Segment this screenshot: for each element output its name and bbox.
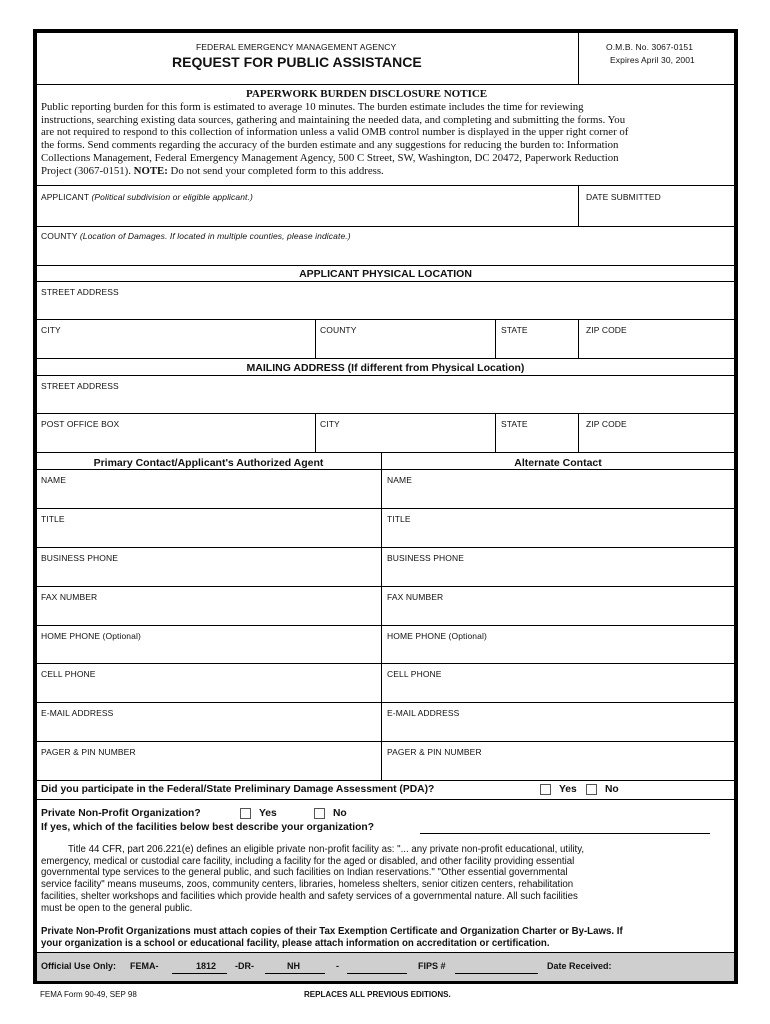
pda-no-checkbox[interactable] xyxy=(586,784,597,795)
primary-home-phone-label: HOME PHONE (Optional) xyxy=(41,631,141,641)
county-input[interactable] xyxy=(40,244,730,258)
primary-business-phone-label: BUSINESS PHONE xyxy=(41,553,118,563)
form-number: FEMA Form 90-49, SEP 98 xyxy=(40,990,137,999)
primary-contact-title: Primary Contact/Applicant's Authorized Agent xyxy=(93,457,324,469)
mailing-state-input[interactable] xyxy=(498,432,576,446)
alternate-business-phone-input[interactable] xyxy=(385,566,731,580)
alternate-pager-input[interactable] xyxy=(385,760,731,774)
fips-label: FIPS # xyxy=(418,961,446,971)
physical-state-label: STATE xyxy=(501,325,528,335)
primary-fax-input[interactable] xyxy=(40,605,377,619)
primary-name-input[interactable] xyxy=(40,488,377,502)
alternate-fax-input[interactable] xyxy=(385,605,731,619)
mailing-city-input[interactable] xyxy=(318,432,493,446)
alternate-name-label: NAME xyxy=(387,475,412,485)
expiration-date: Expires April 30, 2001 xyxy=(610,55,695,65)
primary-title-input[interactable] xyxy=(40,527,377,541)
physical-location-title: APPLICANT PHYSICAL LOCATION xyxy=(299,268,472,280)
primary-cell-phone-label: CELL PHONE xyxy=(41,669,96,679)
alternate-name-input[interactable] xyxy=(385,488,731,502)
alternate-email-label: E-MAIL ADDRESS xyxy=(387,708,460,718)
physical-street-input[interactable] xyxy=(40,300,730,314)
alternate-business-phone-label: BUSINESS PHONE xyxy=(387,553,464,563)
primary-pager-input[interactable] xyxy=(40,760,377,774)
po-box-input[interactable] xyxy=(40,432,310,446)
physical-zip-label: ZIP CODE xyxy=(586,325,627,335)
pnp-facility-input[interactable] xyxy=(420,819,710,833)
alternate-email-input[interactable] xyxy=(385,721,731,735)
physical-county-input[interactable] xyxy=(318,338,493,352)
replaces-note: REPLACES ALL PREVIOUS EDITIONS. xyxy=(304,990,451,999)
pnp-definition: Title 44 CFR, part 206.221(e) defines an eligible private non-profit facility as: "... any private non-profit educational, utility, emergency, medical or custodial care facility, including a facility for the aged or disabled, and other facility providing essential governmental type services to the general public, and such facilities on Indian reservations." "Other essential governmental service facility" means museums, zoos, community centers, libraries, homeless shelters, senior citizen centers, rehabilitation facilities, shelter workshops and facilities which provide health and safety services of a governmental nature. All such facilities must be open to the general public. xyxy=(41,844,585,914)
omb-number: O.M.B. No. 3067-0151 xyxy=(606,42,694,52)
dr-label: -DR- xyxy=(235,961,254,971)
alternate-title-label: TITLE xyxy=(387,514,411,524)
mailing-zip-label: ZIP CODE xyxy=(586,419,627,429)
physical-street-label: STREET ADDRESS xyxy=(41,287,119,297)
mailing-zip-input[interactable] xyxy=(582,432,732,446)
primary-home-phone-input[interactable] xyxy=(40,644,377,658)
pnp-no-label: No xyxy=(333,808,347,819)
primary-pager-label: PAGER & PIN NUMBER xyxy=(41,747,136,757)
alternate-title-input[interactable] xyxy=(385,527,731,541)
date-submitted-input[interactable] xyxy=(582,205,732,219)
agency-name: FEDERAL EMERGENCY MANAGEMENT AGENCY xyxy=(196,42,397,52)
official-dash: - xyxy=(336,961,339,971)
notice-body: Public reporting burden for this form is estimated to average 10 minutes. The burden estimate includes the time for reviewing instructions, searching existing data sources, gathering and maintaining the needed data, and completing and submitting the forms. You are not required to respond to this collection of information unless a valid OMB control number is displayed in the upper right corner of the forms. Send comments regarding the accuracy of the burden estimate and any suggestions for reducing the burden to: Information Collections Management, Federal Emergency Management Agency, 500 C Street, SW, Washington, DC 20472, Paperwork Reduction Project (3067-0151). NOTE: Do not send your completed form to this address. xyxy=(41,101,629,177)
official-use-label: Official Use Only: xyxy=(41,961,117,971)
form-title: REQUEST FOR PUBLIC ASSISTANCE xyxy=(172,54,422,70)
fema-prefix: FEMA- xyxy=(130,961,159,971)
primary-email-input[interactable] xyxy=(40,721,377,735)
primary-email-label: E-MAIL ADDRESS xyxy=(41,708,114,718)
pnp-question: Private Non-Profit Organization? xyxy=(41,808,201,819)
primary-business-phone-input[interactable] xyxy=(40,566,377,580)
primary-name-label: NAME xyxy=(41,475,66,485)
mailing-street-input[interactable] xyxy=(40,394,730,408)
physical-city-label: CITY xyxy=(41,325,61,335)
alternate-home-phone-label: HOME PHONE (Optional) xyxy=(387,631,487,641)
alternate-cell-phone-label: CELL PHONE xyxy=(387,669,442,679)
physical-zip-input[interactable] xyxy=(582,338,732,352)
primary-fax-label: FAX NUMBER xyxy=(41,592,98,602)
primary-title-label: TITLE xyxy=(41,514,65,524)
alternate-home-phone-input[interactable] xyxy=(385,644,731,658)
state-code: NH xyxy=(287,961,300,971)
alternate-cell-phone-input[interactable] xyxy=(385,682,731,696)
pda-no-label: No xyxy=(605,784,619,795)
mailing-address-title: MAILING ADDRESS (If different from Physical Location) xyxy=(246,362,525,374)
alternate-contact-title: Alternate Contact xyxy=(514,457,602,469)
primary-cell-phone-input[interactable] xyxy=(40,682,377,696)
pnp-no-checkbox[interactable] xyxy=(314,808,325,819)
county-label: COUNTY (Location of Damages. If located in multiple counties, please indicate.) xyxy=(41,231,351,241)
pda-yes-checkbox[interactable] xyxy=(540,784,551,795)
physical-county-label: COUNTY xyxy=(320,325,357,335)
mailing-street-label: STREET ADDRESS xyxy=(41,381,119,391)
notice-title: PAPERWORK BURDEN DISCLOSURE NOTICE xyxy=(246,88,488,100)
po-box-label: POST OFFICE BOX xyxy=(41,419,120,429)
pda-question: Did you participate in the Federal/State Preliminary Damage Assessment (PDA)? xyxy=(41,784,435,795)
date-submitted-label: DATE SUBMITTED xyxy=(586,192,661,202)
mailing-city-label: CITY xyxy=(320,419,340,429)
applicant-label: APPLICANT (Political subdivision or eligible applicant.) xyxy=(41,192,253,202)
mailing-state-label: STATE xyxy=(501,419,528,429)
physical-city-input[interactable] xyxy=(40,338,310,352)
pda-yes-label: Yes xyxy=(559,784,577,795)
alternate-fax-label: FAX NUMBER xyxy=(387,592,444,602)
applicant-input[interactable] xyxy=(40,205,575,219)
pnp-yes-checkbox[interactable] xyxy=(240,808,251,819)
pnp-yes-label: Yes xyxy=(259,808,277,819)
pnp-attach-instructions: Private Non-Profit Organizations must attach copies of their Tax Exemption Certificate and Organization Charter or By-Laws. If your organization is a school or educational facility, please attach information on accreditation or certification. xyxy=(41,926,623,949)
fema-number: 1812 xyxy=(196,961,217,971)
physical-state-input[interactable] xyxy=(498,338,576,352)
date-received-label: Date Received: xyxy=(547,961,612,971)
pnp-followup: If yes, which of the facilities below best describe your organization? xyxy=(41,822,374,833)
alternate-pager-label: PAGER & PIN NUMBER xyxy=(387,747,482,757)
